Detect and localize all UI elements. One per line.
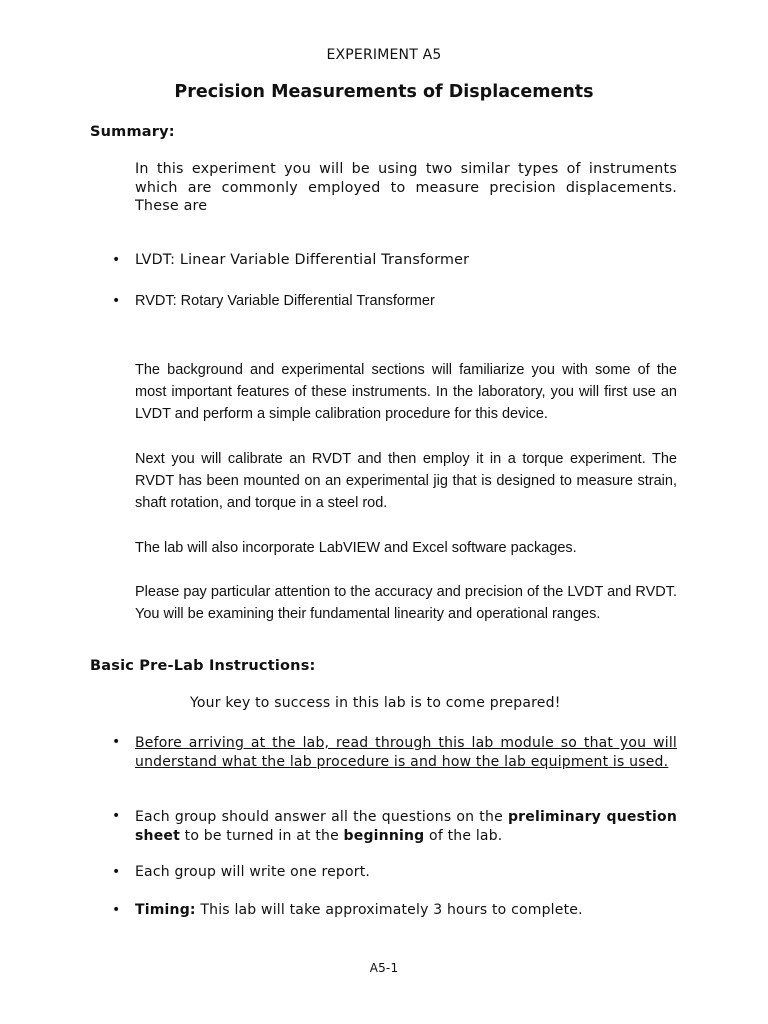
summary-paragraph: The lab will also incorporate LabVIEW and Excel software packages.	[135, 540, 577, 556]
summary-intro: In this experiment you will be using two similar types of instruments which are commonly employed to measure precision displacements. These are	[135, 161, 677, 214]
preliminary-sheet-emphasis: preliminary question sheet	[135, 809, 677, 844]
timing-label: Timing:	[135, 902, 196, 918]
bullet-icon: •	[112, 293, 121, 309]
prelab-item-timing	[135, 902, 677, 918]
prelab-heading: Basic Pre-Lab Instructions:	[90, 658, 316, 674]
experiment-label: EXPERIMENT A5	[326, 47, 442, 63]
summary-paragraph: The background and experimental sections will familiarize you with some of the most important features of these instruments. In the laboratory, you will first use an LVDT and perform a simple calibration procedure for this device.	[135, 362, 677, 422]
bullet-icon: •	[112, 734, 121, 750]
prelab-item-report: Each group will write one report.	[135, 864, 371, 880]
text-span: This lab will take approximately 3 hours to complete.	[195, 902, 583, 918]
bullet-text: LVDT: Linear Variable Differential Transformer	[135, 252, 470, 268]
text-span: of the lab.	[424, 827, 503, 844]
bullet-icon: •	[112, 252, 121, 268]
prelab-item-questions	[135, 808, 677, 845]
text-span: Each group should answer all the questions on the	[135, 809, 508, 825]
summary-paragraph: Please pay particular attention to the accuracy and precision of the LVDT and RVDT. You will be examining their fundamental linearity and operational ranges.	[135, 584, 677, 622]
summary-heading: Summary:	[90, 124, 175, 140]
page-title: Precision Measurements of Displacements	[174, 82, 594, 102]
bullet-icon: •	[112, 864, 121, 880]
prelab-key-line: Your key to success in this lab is to come prepared!	[190, 695, 561, 711]
page-number: A5-1	[369, 961, 399, 975]
bullet-text: RVDT: Rotary Variable Differential Transformer	[135, 293, 435, 309]
bullet-icon: •	[112, 808, 121, 824]
bullet-icon: •	[112, 902, 121, 918]
text-span: to be turned in at the	[179, 827, 344, 844]
beginning-emphasis: beginning	[343, 827, 425, 844]
prelab-item-read-module: Before arriving at the lab, read through this lab module so that you will understand what the lab procedure is and how the lab equipment is used.	[135, 735, 677, 770]
summary-paragraph: Next you will calibrate an RVDT and then employ it in a torque experiment. The RVDT has been mounted on an experimental jig that is designed to measure strain, shaft rotation, and torque in a steel rod.	[135, 451, 677, 511]
